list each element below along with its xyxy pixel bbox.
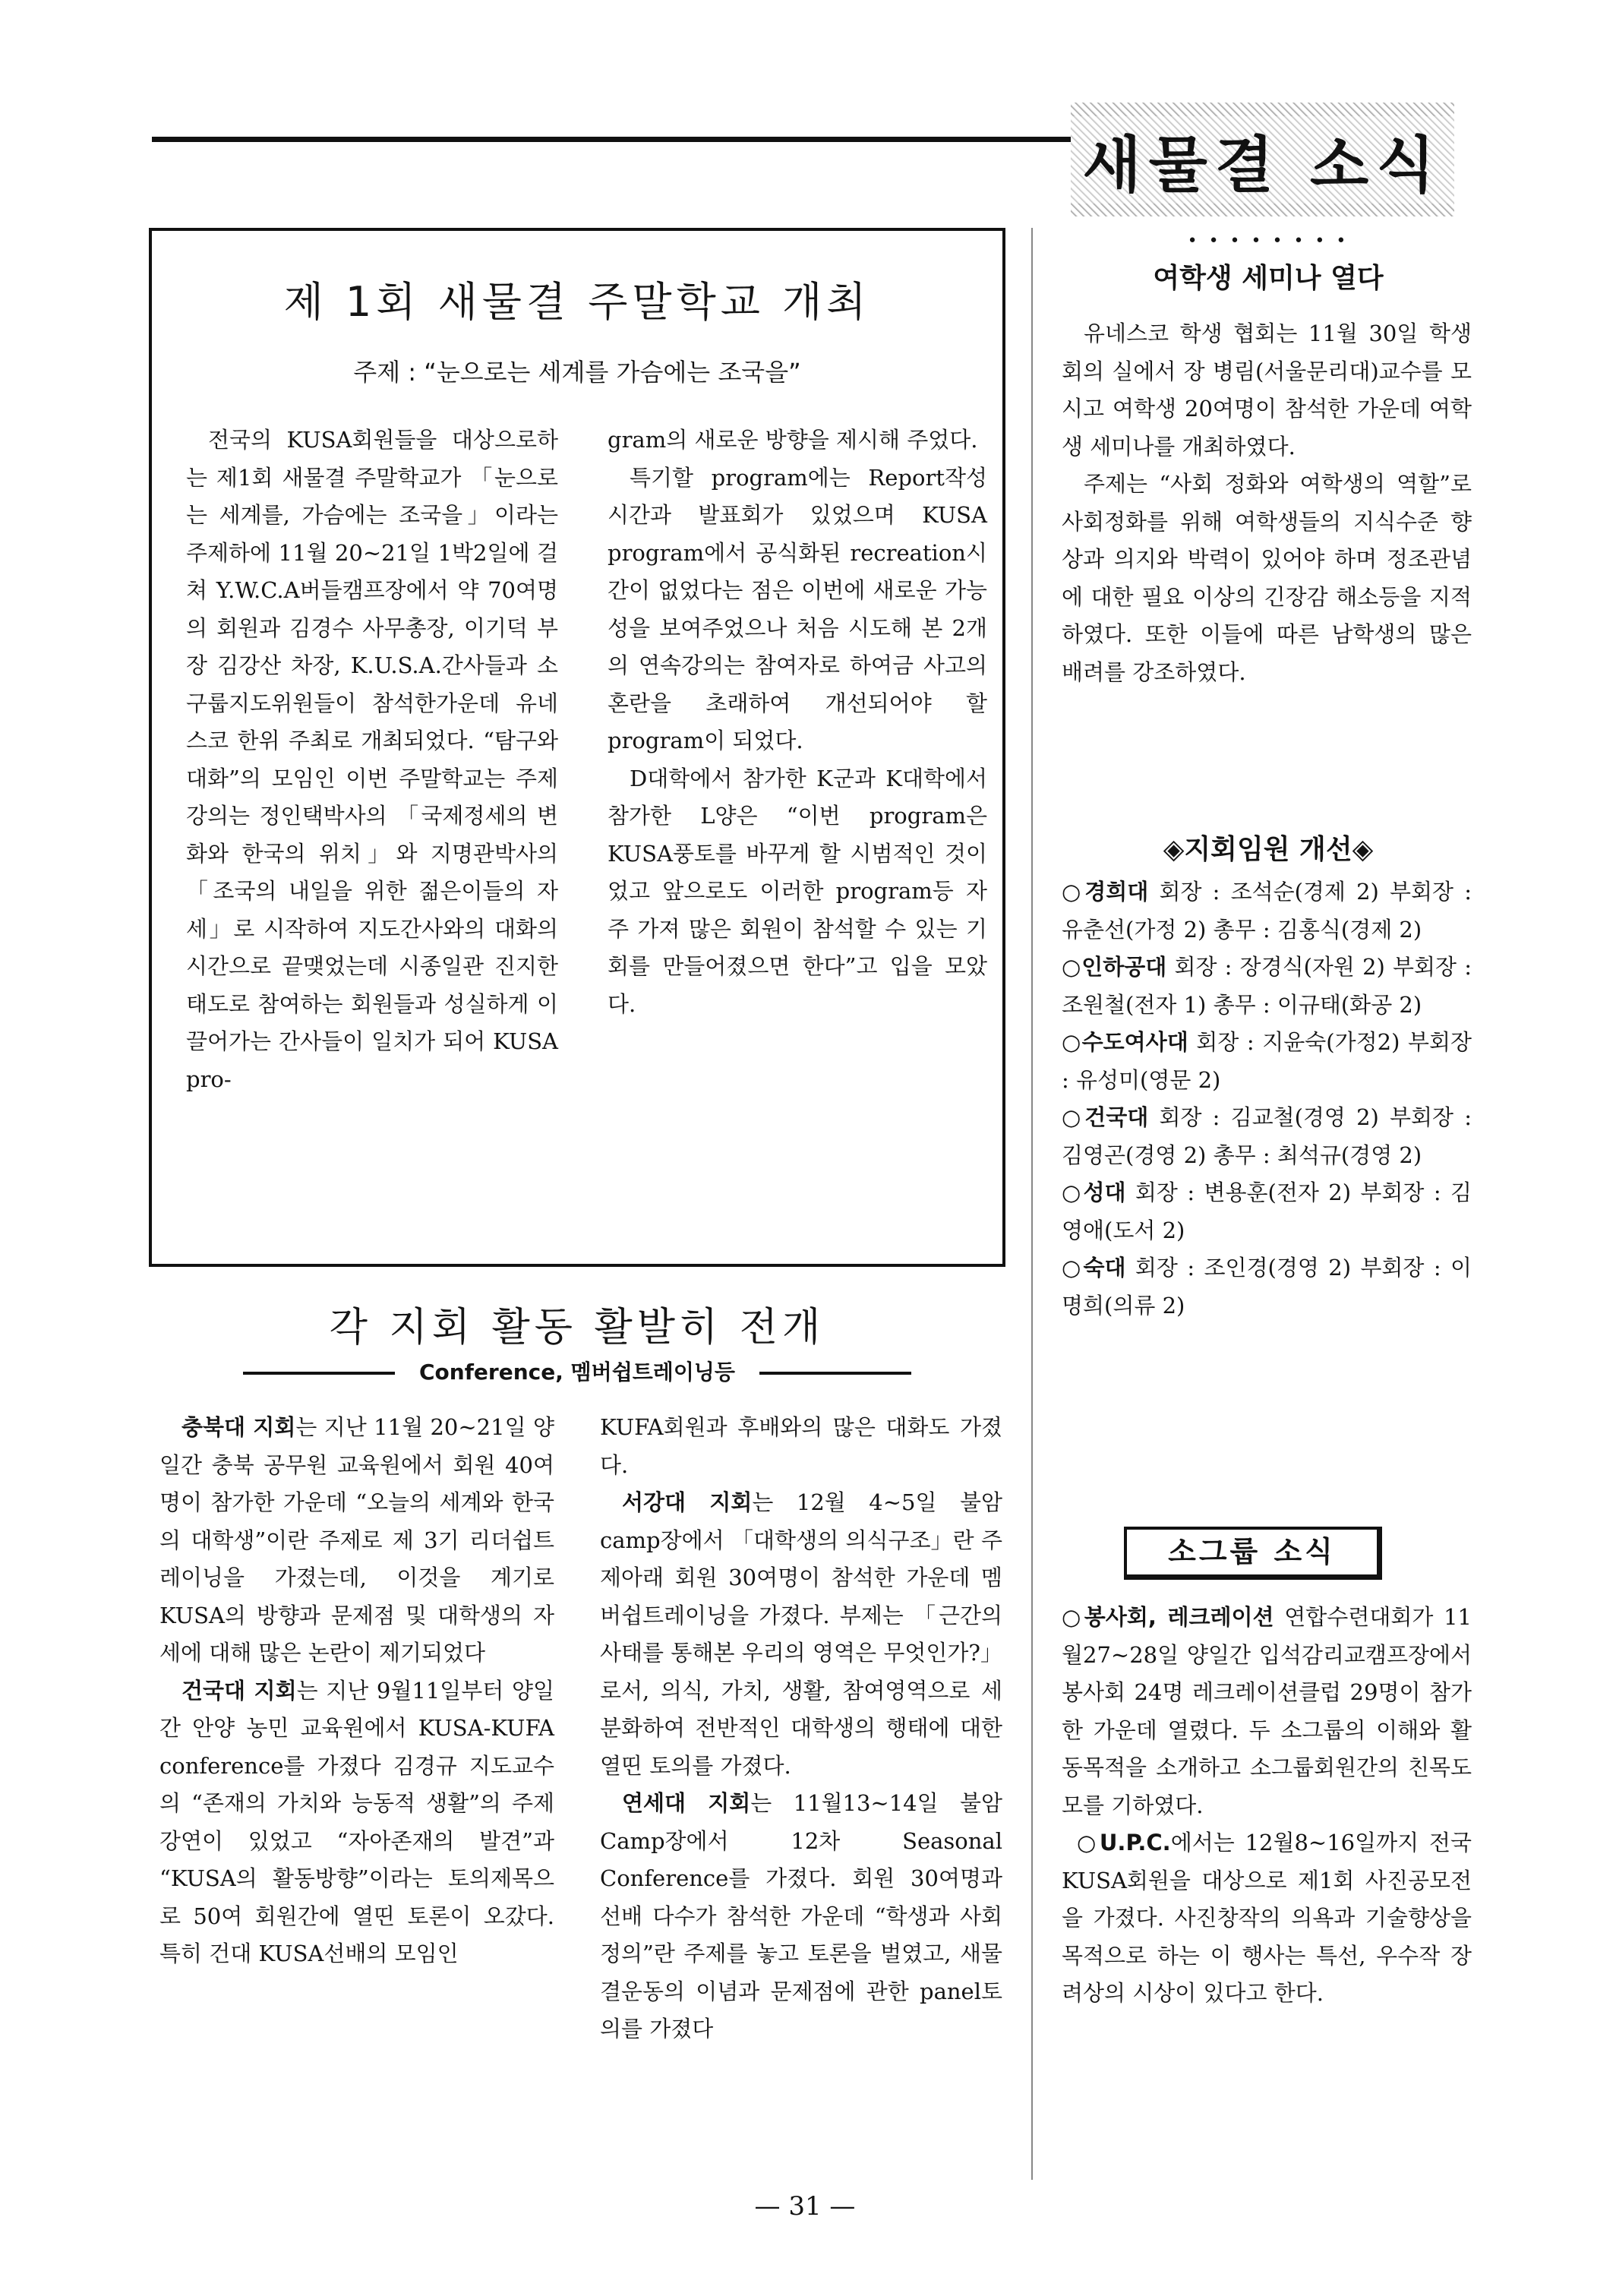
top-rule — [152, 137, 1075, 142]
chapter-name: 연세대 지회 — [622, 1790, 751, 1816]
article1-col2-para-1: gram의 새로운 방향을 제시해 주었다. — [608, 427, 978, 453]
section-banner — [1071, 103, 1454, 216]
article5-title: 소그룹 소식 — [1168, 1535, 1336, 1568]
officer-entry: ○수도여사대 회장 : 지윤숙(가정2) 부회장 : 유성미(영문 2) — [1062, 1029, 1472, 1093]
article2-col1-para-1: 충북대 지회는 지난 11월 20~21일 양일간 충북 공무원 교육원에서 회원 40여명이 참가한 가운데 “오늘의 세계와 한국의 대학생”이란 주제로 제 3기 리더쉽트레이닝을 가졌는데, 이것을 계기로 KUSA의 방향과 문제점 및 대학생의 자세에 대해 많은 논란이 제기되었다 — [159, 1414, 554, 1666]
article2-col2-para-2: 서강대 지회는 12월 4~5일 불암 camp장에서 「대학생의 의식구조」란 주제아래 회원 30여명이 참석한 가운데 멤버쉽트레이닝을 가졌다. 부제는 「근간의 사태를 통해본 우리의 영역은 무엇인가?」로서, 의식, 가치, 생활, 참여영역으로 세분화하여 전반적인 대학생의 행태에 대한 열띤 토의를 가졌다. — [600, 1489, 1002, 1779]
article2-col1-para-2: 건국대 지회는 지난 9월11일부터 양일간 안양 농민 교육원에서 KUSA-KUFA conference를 가졌다 김경규 지도교수의 “존재의 가치와 능동적 생활”의 주제강연이 있었고 “자아존재의 발견”과 “KUSA의 활동방향”이라는 토의제목으로 50여 회원간에 열띤 토론이 오갔다. 특히 건대 KUSA선배의 모임인 — [159, 1677, 554, 1966]
officer-entry: ○성대 회장 : 변용훈(전자 2) 부회장 : 김영애(도서 2) — [1062, 1180, 1472, 1243]
article5-title-box — [1124, 1527, 1382, 1580]
article4-title: ◈지회임원 개선◈ — [1163, 834, 1374, 865]
officer-entry: ○숙대 회장 : 조인경(경영 2) 부회장 : 이명희(의류 2) — [1062, 1255, 1472, 1319]
article3-body — [1062, 315, 1472, 691]
article2-subtitle: Conference, 멤버쉽트레이닝등 — [419, 1360, 735, 1385]
officer-entry: ○인하공대 회장 : 장경식(자원 2) 부회장 : 조원철(전자 1) 총무 : 이규태(화공 2) — [1062, 954, 1472, 1018]
article2-subtitle-line — [243, 1356, 911, 1386]
column-divider — [1031, 228, 1033, 2180]
article3-para-1: 유네스코 학생 협회는 11월 30일 학생회의 실에서 장 병림(서울문리대)교수를 모시고 여학생 20여명이 참석한 가운데 여학생 세미나를 개최하였다. — [1062, 321, 1472, 460]
article5-para-1: ○봉사회, 레크레이션 연합수련대회가 11월27~28일 양일간 입석감리교캠프장에서 봉사회 24명 레크레이션클럽 29명이 참가한 가운데 열렸다. 두 소그룹의 이해와 활동목적을 소개하고 소그룹회원간의 친목도모를 기하였다. — [1062, 1604, 1472, 1818]
article2-title: 각 지회 활동 활발히 전개 — [329, 1305, 825, 1350]
article1-column-2 — [608, 422, 987, 1023]
chapter-name: 충북대 지회 — [181, 1414, 296, 1440]
article1-col2-para-2: 특기할 program에는 Report작성 시간과 발표회가 있었으며 KUSA program에서 공식화된 recreation시간이 없었다는 점은 이번에 새로운 가능성을 보여주었으나 처음 시도해 본 2개의 연속강의는 참여자로 하여금 사고의 혼란을 초래하여 개선되어야 할 program이 되었다. — [608, 464, 987, 753]
article2-column-1 — [159, 1409, 554, 1973]
page-number: — 31 — — [754, 2191, 856, 2222]
officer-entry: ○경희대 회장 : 조석순(경제 2) 부회장 : 유춘선(가정 2) 총무 : 김홍식(경제 2) — [1062, 879, 1472, 943]
officer-list — [1062, 873, 1472, 1325]
article1-title: 제 1회 새물결 주말학교 개최 — [283, 278, 871, 326]
article3-para-2: 주제는 “사회 정화와 여학생의 역할”로 사회정화를 위해 여학생들의 지식수준 향상과 의지와 박력이 있어야 하며 정조관념에 대한 필요 이상의 긴장감 해소등을 지적하였다. 또한 이들에 따른 남학생의 많은 배려를 강조하였다. — [1062, 471, 1472, 685]
article2-col2-para-3: 연세대 지회는 11월13~14일 불암 Camp장에서 12차 Seasonal Conference를 가졌다. 회원 30여명과 선배 다수가 참석한 가운데 “학생과 사회정의”란 주제를 놓고 토론을 벌였고, 새물결운동의 이념과 문제점에 관한 panel토의를 가졌다 — [600, 1790, 1002, 2042]
article1-col2-para-3: D대학에서 참가한 K군과 K대학에서 참가한 L양은 “이번 program은 KUSA풍토를 바꾸게 할 시범적인 것이었고 앞으로도 이러한 program등 자주 가져 많은 회원이 참석할 수 있는 기회를 만들어졌으면 한다”고 입을 모았다. — [608, 765, 987, 1017]
article5-para-2: ○U.P.C.에서는 12월8~16일까지 전국 KUSA회원을 대상으로 제1회 사진공모전을 가졌다. 사진창작의 의욕과 기술향상을 목적으로 하는 이 행사는 특선, 우수작 장려상의 시상이 있다고 한다. — [1062, 1830, 1472, 2006]
banner-title: 새물결 소식 — [1071, 116, 1454, 204]
article5-body — [1062, 1599, 1472, 2013]
article2-column-2 — [600, 1409, 1002, 2048]
chapter-name: 서강대 지회 — [622, 1489, 753, 1515]
article3-title: 여학생 세미나 열다 — [1153, 263, 1384, 294]
article3-dots: • • • • • • • • — [1187, 232, 1349, 251]
article1-column-1: 전국의 KUSA회원들을 대상으로하는 제1회 새물결 주말학교가 「눈으로는 세계를, 가슴에는 조국을」이라는 주제하에 11월 20~21일 1박2일에 걸쳐 Y.W.C.A버들캠프장에서 약 70여명의 회원과 김경수 사무총장, 이기덕 부장 김강산 차장, K.U.S.A.간사들과 소구룹지도위원들이 참석한가운데 유네스코 한위 주최로 개최되었다. “탐구와 대화”의 모임인 이번 주말학교는 주제강의는 정인택박사의 「국제정세의 변화와 한국의 위치」와 지명관박사의 「조국의 내일을 위한 젊은이들의 자세」로 시작하여 지도간사와의 대화의 시간으로 끝맺었는데 시종일관 진지한 태도로 참여하는 회원들과 성실하게 이끌어가는 간사들이 일치가 되어 KUSA pro- — [186, 427, 558, 1092]
officer-entry: ○건국대 회장 : 김교철(경영 2) 부회장 : 김영곤(경영 2) 총무 : 최석규(경영 2) — [1062, 1104, 1472, 1168]
article1-subtitle: 주제 : “눈으로는 세계를 가슴에는 조국을” — [353, 358, 801, 387]
chapter-name: 건국대 지회 — [181, 1677, 297, 1704]
article2-col2-para-1: KUFA회원과 후배와의 많은 대화도 가졌다. — [600, 1414, 1002, 1478]
